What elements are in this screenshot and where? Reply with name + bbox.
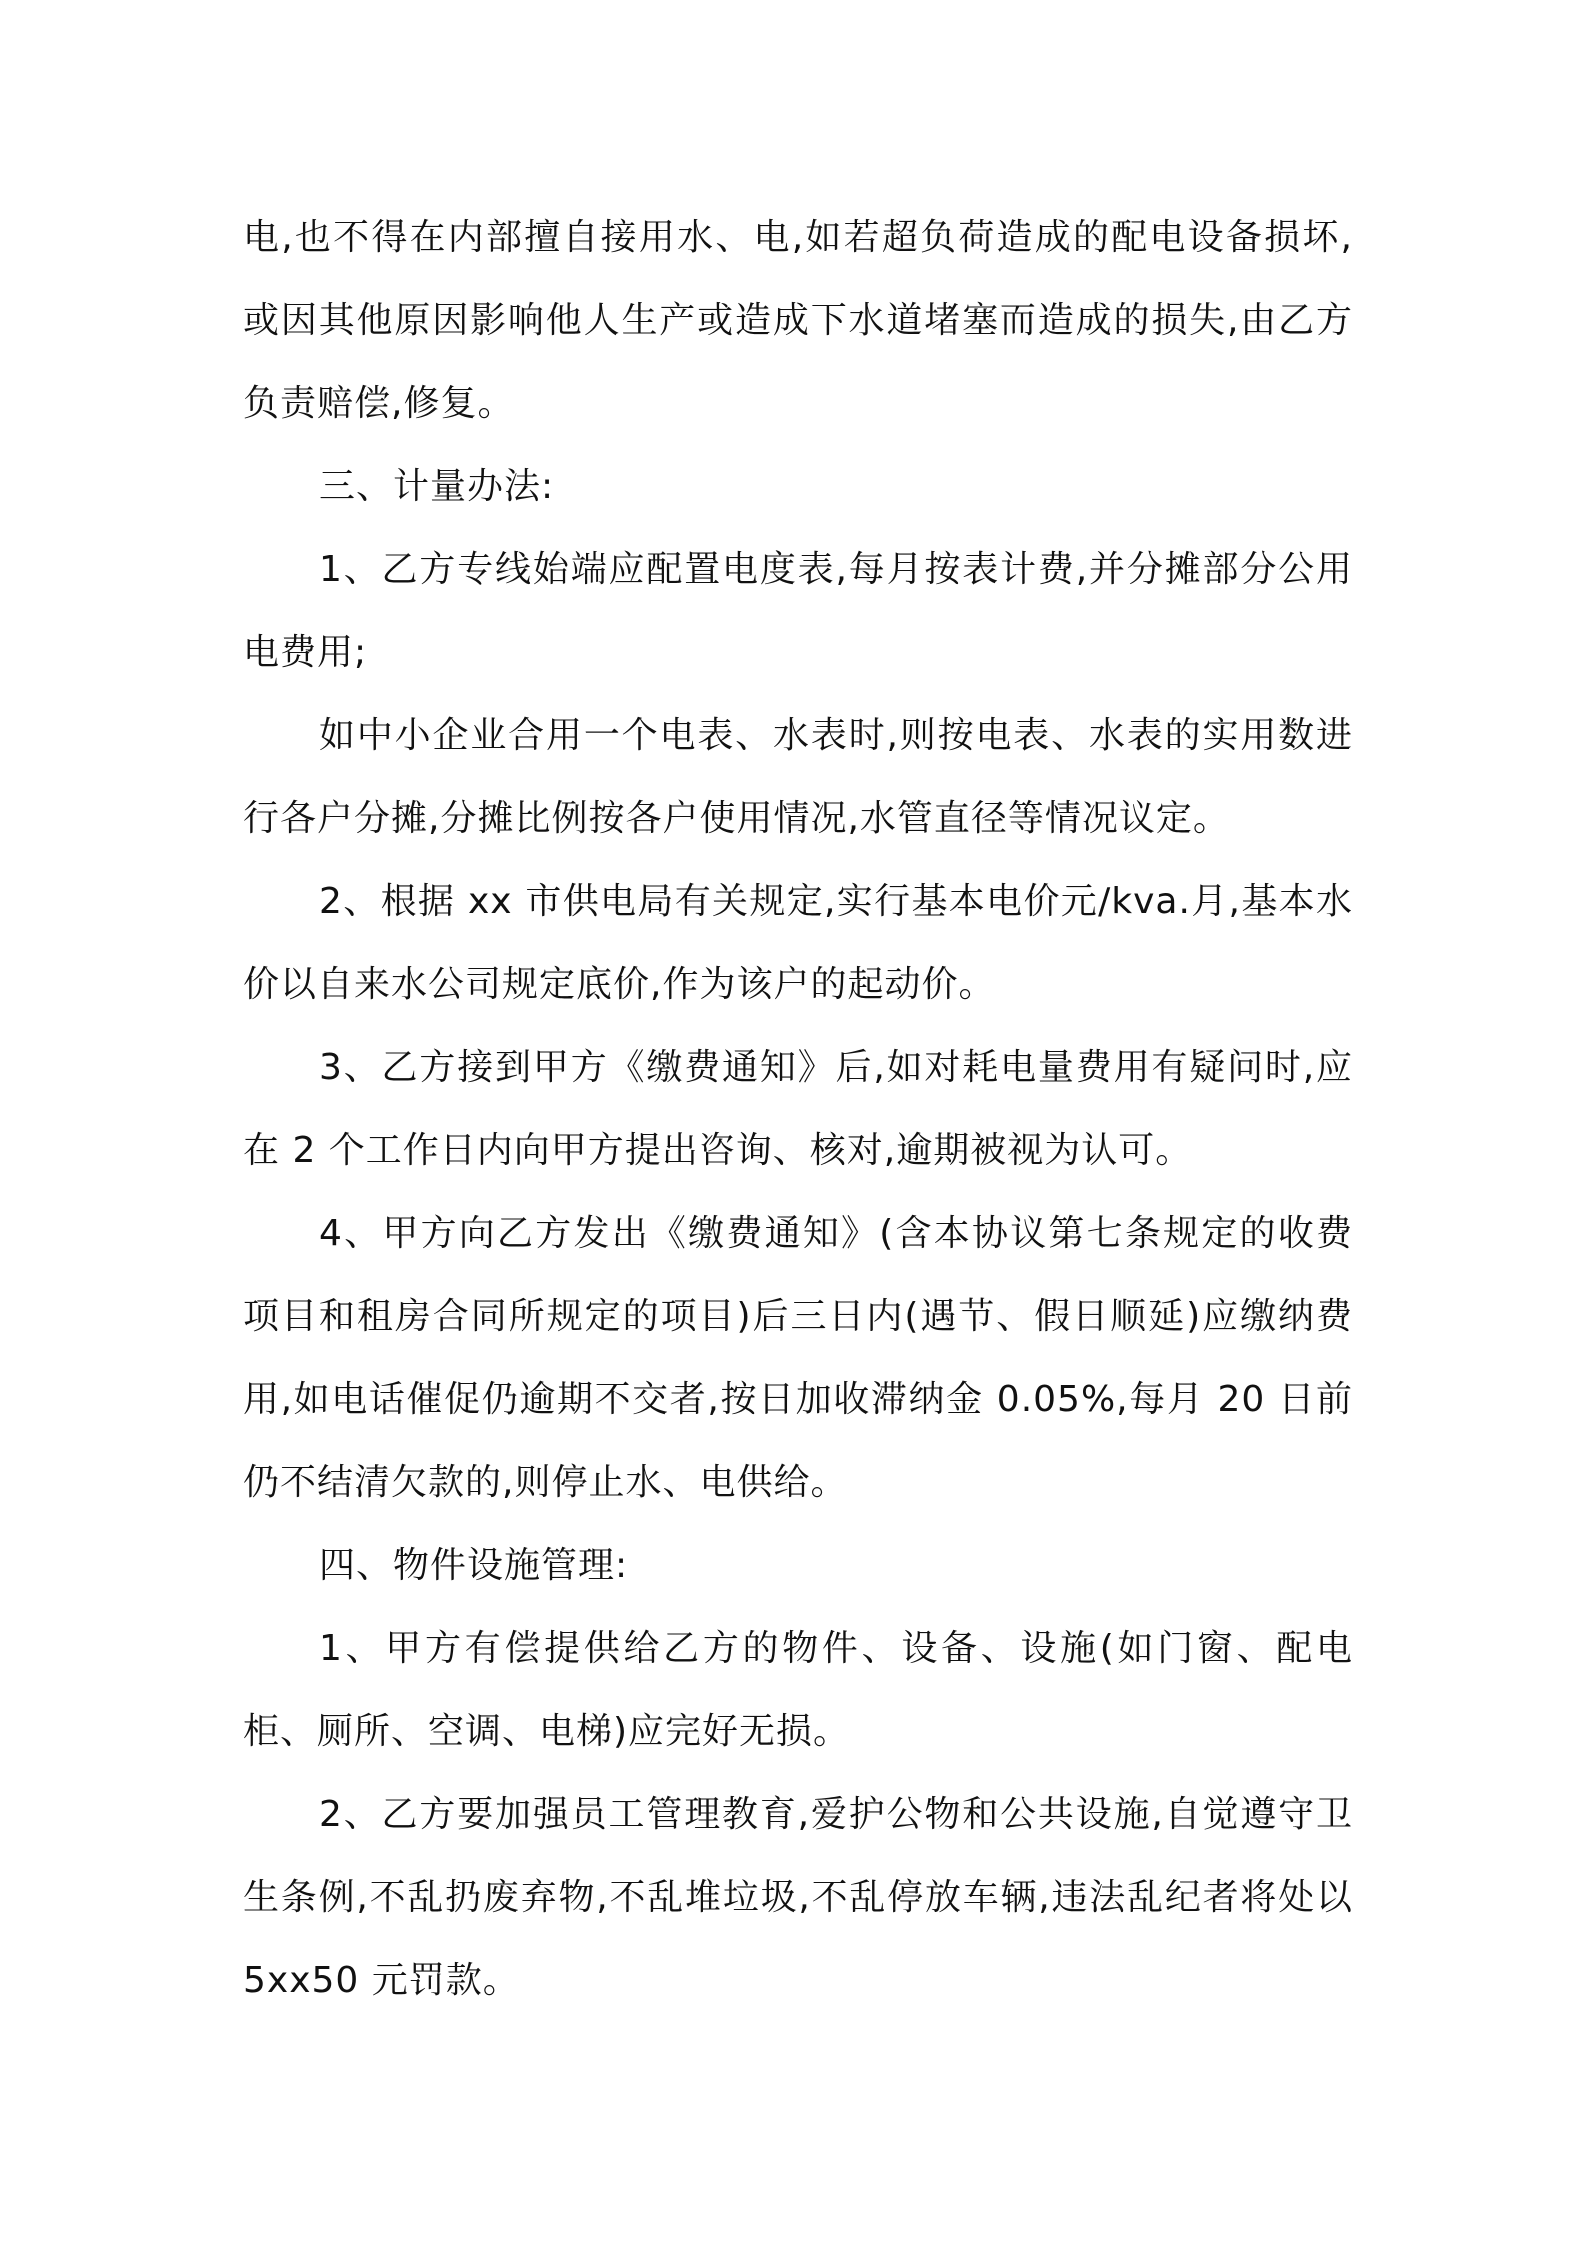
paragraph-facilities-1: 1、甲方有偿提供给乙方的物件、设备、设施(如门窗、配电柜、厕所、空调、电梯)应完好无损。 [243, 1628, 1353, 1752]
paragraph-facilities-2: 2、乙方要加强员工管理教育,爱护公物和公共设施,自觉遵守卫生条例,不乱扔废弃物,不乱堆垃圾,不乱停放车辆,违法乱纪者将处以 5xx50 元罚款。 [243, 1794, 1353, 2001]
paragraph-metering-2: 2、根据 xx 市供电局有关规定,实行基本电价元/kva.月,基本水价以自来水公司规定底价,作为该户的起动价。 [243, 881, 1353, 1005]
section-heading-facilities: 四、物件设施管理: [319, 1545, 629, 1586]
document-body [243, 196, 1353, 2022]
paragraph-metering-4: 4、甲方向乙方发出《缴费通知》(含本协议第七条规定的收费项目和租房合同所规定的项目)后三日内(遇节、假日顺延)应缴纳费用,如电话催促仍逾期不交者,按日加收滞纳金 0.05%,每月 20 日前仍不结清欠款的,则停止水、电供给。 [243, 1213, 1353, 1503]
paragraph-metering-3: 3、乙方接到甲方《缴费通知》后,如对耗电量费用有疑问时,应在 2 个工作日内向甲方提出咨询、核对,逾期被视为认可。 [243, 1047, 1353, 1171]
paragraph-metering-1: 1、乙方专线始端应配置电度表,每月按表计费,并分摊部分公用电费用; [243, 549, 1353, 673]
paragraph-shared-meter: 如中小企业合用一个电表、水表时,则按电表、水表的实用数进行各户分摊,分摊比例按各户使用情况,水管直径等情况议定。 [243, 715, 1353, 839]
paragraph-continuation: 电,也不得在内部擅自接用水、电,如若超负荷造成的配电设备损坏,或因其他原因影响他人生产或造成下水道堵塞而造成的损失,由乙方负责赔偿,修复。 [243, 217, 1353, 424]
section-heading-metering: 三、计量办法: [319, 466, 555, 507]
